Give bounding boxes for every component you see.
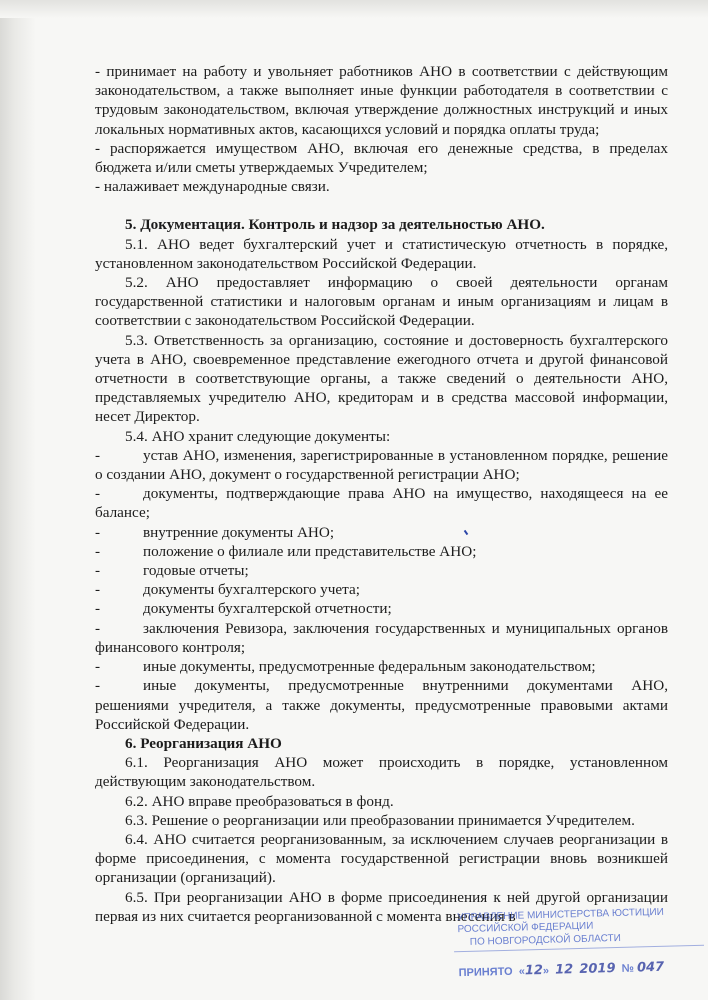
dash-marker: - — [95, 446, 101, 464]
registration-stamp — [447, 903, 708, 992]
list-item: - документы, подтверждающие права АНО на имущество, находящееся на ее балансе; — [95, 485, 668, 522]
stamp-number-label: № — [621, 962, 635, 975]
list-item: - внутренние документы АНО; — [95, 523, 335, 541]
scan-shadow-top — [0, 0, 708, 18]
section-5-heading: 5. Документация. Контроль и надзор за деятельностью АНО. — [125, 216, 545, 234]
list-item: - заключения Ревизора, заключения государственных и муниципальных органов финансового контроля; — [95, 619, 668, 656]
dash-marker: - — [95, 542, 101, 560]
paragraph-6-1: 6.1. Реорганизация АНО может происходить в порядке, установленном действующим законодательством. — [95, 754, 668, 791]
list-item: - принимает на работу и увольняет работников АНО в соответствии с действующим законодательством, а также выполняет иные функции работодателя в соответствии с трудовым законодательством, включая утверждение должностных инструкций и иных локальных нормативных актов, касающихся условий и порядка оплаты труда; — [95, 63, 668, 138]
list-item: - документы бухгалтерского учета; — [95, 581, 360, 599]
list-item: - устав АНО, изменения, зарегистрированные в установленном порядке, решение о создании АНО, документ о государственной регистрации АНО; — [95, 446, 668, 484]
dash-marker: - — [95, 619, 101, 637]
dash-marker: - — [95, 562, 101, 580]
dash-marker: - — [95, 677, 101, 695]
dash-marker: - — [95, 523, 101, 541]
list-item: - иные документы, предусмотренные федеральным законодательством; — [95, 658, 596, 676]
paragraph-5-4: 5.4. АНО хранит следующие документы: — [125, 427, 391, 445]
document-page — [95, 62, 668, 926]
paragraph-6-4: 6.4. АНО считается реорганизованным, за исключением случаев реорганизации в форме присоединения, с момента государственной регистрации вновь возникшей организации (организаций). — [95, 830, 668, 887]
stamp-line-3: ПО НОВГОРОДСКОЙ ОБЛАСТИ — [469, 932, 621, 948]
list-item: - документы бухгалтерской отчетности; — [95, 600, 392, 618]
dash-marker: - — [95, 658, 101, 676]
stamp-accepted-label: ПРИНЯТО — [458, 965, 513, 980]
dash-marker: - — [95, 485, 101, 503]
section-6-heading: 6. Реорганизация АНО — [125, 734, 282, 752]
list-item: - годовые отчеты; — [95, 562, 249, 580]
dash-marker: - — [95, 600, 101, 618]
list-item: - иные документы, предусмотренные внутренними документами АНО, решениями учредителя, а также документы, предусмотренные правовыми актами Российской Федерации. — [95, 677, 668, 733]
stamp-year: 2019 — [579, 961, 616, 977]
list-item: - налаживает международные связи. — [95, 178, 330, 196]
stamp-line-1: УПРАВЛЕНИЕ МИНИСТЕРСТВА ЮСТИЦИИ — [457, 906, 665, 924]
list-item: - положение о филиале или представительстве АНО; — [95, 542, 477, 560]
documents-list — [95, 446, 668, 734]
dash-marker: - — [95, 581, 101, 599]
paragraph-6-2: 6.2. АНО вправе преобразоваться в фонд. — [125, 792, 394, 810]
stamp-day: 12 — [524, 962, 544, 979]
paragraph-5-2: 5.2. АНО предоставляет информацию о своей деятельности органам государственной статистики и налоговым органам и иным организациям и лицам в соответствии с законодательством Российской Федерации. — [95, 274, 668, 330]
scan-shadow-left — [0, 0, 36, 1000]
paragraph-6-3: 6.3. Решение о реорганизации или преобразовании принимается Учредителем. — [125, 811, 635, 829]
stamp-accepted-row: ПРИНЯТО «12» 12 2019 № 047 — [458, 959, 665, 980]
list-item: - распоряжается имуществом АНО, включая его денежные средства, в пределах бюджета и/или сметы утверждаемых Учредителем; — [95, 139, 668, 177]
stamp-line-2: РОССИЙСКОЙ ФЕДЕРАЦИИ — [457, 920, 594, 936]
paragraph-5-3: 5.3. Ответственность за организацию, состояние и достоверность бухгалтерского учета в АНО, своевременное представление ежегодного отчета и другой финансовой отчетности в соответствующие органы, а также сведений о деятельности АНО, представляемых учредителю АНО, кредиторам и в средства массовой информации, несет Директор. — [95, 331, 668, 426]
stamp-month: 12 — [554, 962, 574, 978]
paragraph-5-1: 5.1. АНО ведет бухгалтерский учет и статистическую отчетность в порядке, установленном законодательством Российской Федерации. — [95, 235, 668, 272]
paragraph-6-5: 6.5. При реорганизации АНО в форме присоединения к ней другой организации первая из них считается реорганизованной с момента внесения в — [95, 888, 668, 925]
stamp-number: 047 — [636, 959, 665, 976]
